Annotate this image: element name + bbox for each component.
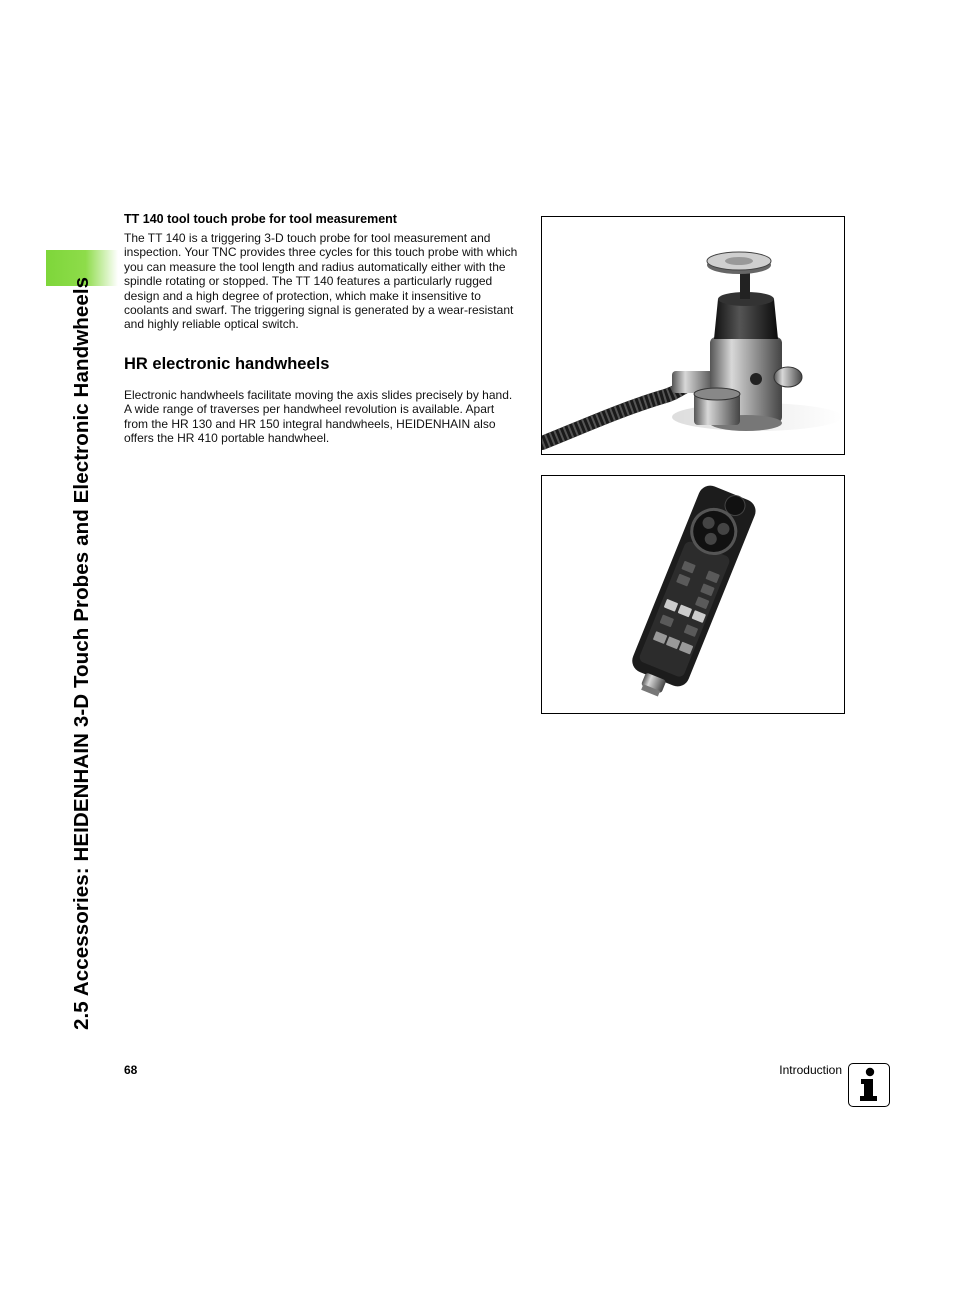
tt140-body: The TT 140 is a triggering 3-D touch probe for tool measurement and inspection. Your TNC provides three cycles for this touch probe with which you can measure the tool length and radius automatically either with the spindle rotating or stopped. The TT 140 features a particularly rugged design and a high degree of protection, which make it insensitive to coolants and swarf. The triggering signal is generated by a wear-resistant and highly reliable optical switch. [124,231,518,332]
info-icon [848,1063,890,1107]
main-content [124,212,520,445]
hr-handwheels-heading: HR electronic handwheels [124,354,330,373]
chapter-label: Introduction [779,1063,842,1077]
hr-handwheels-body: Electronic handwheels facilitate moving the axis slides precisely by hand. A wide range of traverses per handwheel revolution is available. Apart from the HR 130 and HR 150 integral handwheels, HEIDENHAIN also offers the HR 410 portable handwheel. [124,387,513,446]
page-number: 68 [124,1063,138,1077]
hr410-handwheel-photo [542,476,844,713]
tt140-touch-probe-photo [542,217,844,454]
section-title-vertical: 2.5 Accessories: HEIDENHAIN 3-D Touch Probes and Electronic Handwheels [70,276,93,1030]
hr410-figure [541,475,845,714]
tt140-figure [541,216,845,455]
tt140-heading: TT 140 tool touch probe for tool measurement [124,212,397,226]
